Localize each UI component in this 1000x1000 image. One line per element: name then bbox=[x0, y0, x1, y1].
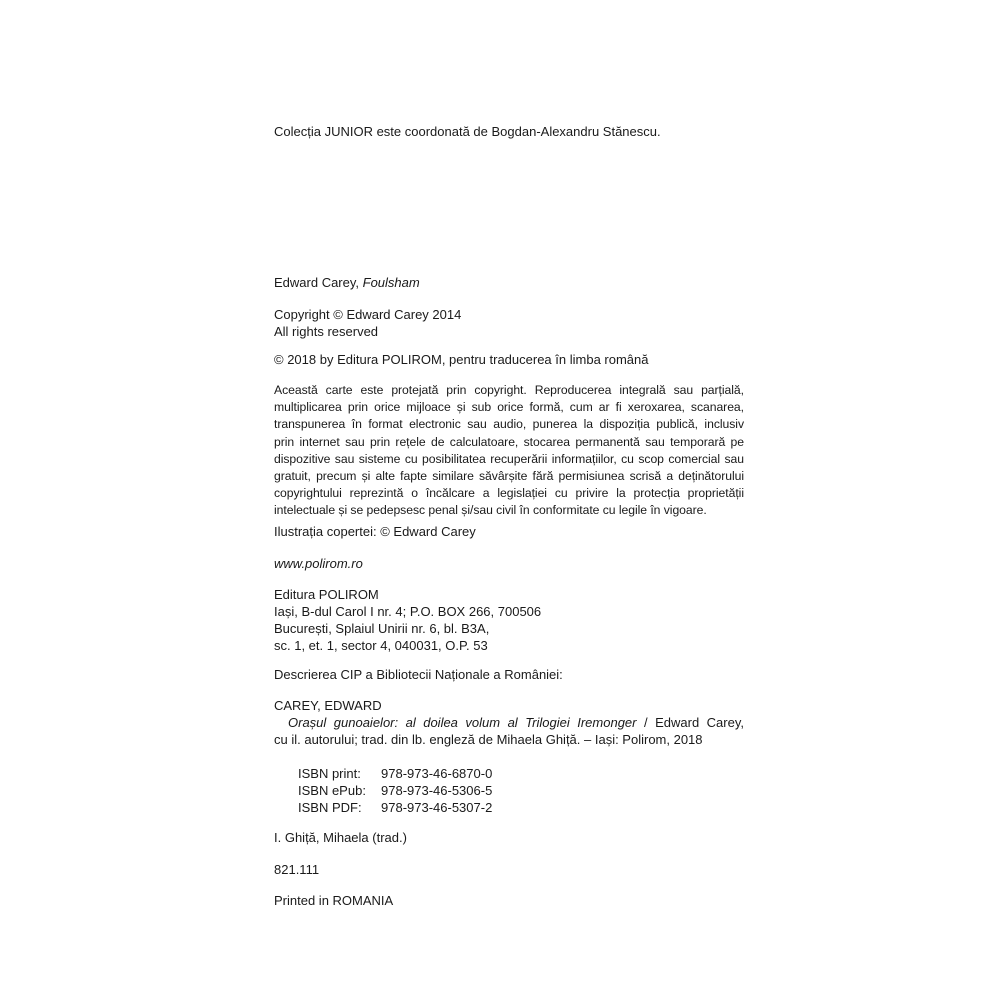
legal-notice-line: prin internet sau prin rețele de calculatoare, stocarea permanentă sau temporară pe bbox=[274, 434, 744, 449]
website bbox=[274, 555, 744, 572]
isbn-list bbox=[274, 765, 768, 816]
legal-notice-line: copyrightului reprezintă o încălcare a legislației cu privire la protecția proprietății bbox=[274, 486, 744, 501]
original-title-line bbox=[274, 274, 744, 291]
isbn-value: 978-973-46-5307-2 bbox=[381, 800, 493, 815]
printed-in-text: Printed in ROMANIA bbox=[274, 893, 394, 908]
isbn-label: ISBN PDF: bbox=[298, 800, 362, 815]
translation-rights bbox=[274, 351, 744, 368]
legal-notice-line: transpunerea în format electronic sau audio, punerea la dispoziția publică, inclusiv bbox=[274, 417, 744, 432]
isbn-row-epub bbox=[298, 782, 768, 799]
publisher-address-bucuresti: București, Splaiul Unirii nr. 6, bl. B3A, bbox=[274, 621, 490, 636]
cip-author: CAREY, EDWARD bbox=[274, 698, 382, 713]
copyright-line: Copyright © Edward Carey 2014 bbox=[274, 307, 462, 322]
collection-note-text: Colecția JUNIOR este coordonată de Bogdan-Alexandru Stănescu. bbox=[274, 124, 661, 139]
rights-line: All rights reserved bbox=[274, 324, 379, 339]
classification-text: 821.111 bbox=[274, 862, 320, 877]
isbn-label: ISBN ePub: bbox=[298, 783, 366, 798]
publisher-block bbox=[274, 586, 744, 654]
cip-classification bbox=[274, 861, 744, 878]
legal-notice-line: multiplicarea prin orice mijloace și sub orice formă, cum ar fi xeroxarea, scanarea, bbox=[274, 400, 744, 415]
isbn-value: 978-973-46-6870-0 bbox=[381, 766, 493, 781]
original-author: Edward Carey, bbox=[274, 275, 360, 290]
publisher-address-iasi: Iași, B-dul Carol I nr. 4; P.O. BOX 266, 700506 bbox=[274, 604, 542, 619]
collection-note bbox=[274, 123, 744, 140]
original-title: Foulsham bbox=[362, 275, 420, 290]
legal-notice-line: dispozitive sau sisteme cu posibilitatea recuperării informațiilor, cu scop comercial sau bbox=[274, 451, 744, 466]
isbn-value: 978-973-46-5306-5 bbox=[381, 783, 493, 798]
cip-description bbox=[274, 714, 744, 731]
publisher-name: Editura POLIROM bbox=[274, 587, 379, 602]
website-link: www.polirom.ro bbox=[274, 556, 363, 571]
copyright-block bbox=[274, 306, 744, 340]
legal-notice-line: gratuit, precum și alte fapte similare săvârșite fără permisiunea scrisă a deținătorului bbox=[274, 469, 744, 484]
cip-heading-text: Descrierea CIP a Bibliotecii Naționale a României: bbox=[274, 667, 563, 682]
legal-notice-line: Această carte este protejată prin copyright. Reproducerea integrală sau parțială, bbox=[274, 383, 744, 397]
cover-illustration-text: Ilustrația copertei: © Edward Carey bbox=[274, 524, 476, 539]
cip-translator bbox=[274, 829, 744, 846]
publisher-address-sector: sc. 1, et. 1, sector 4, 040031, O.P. 53 bbox=[274, 638, 488, 653]
copyright-page bbox=[274, 0, 744, 1000]
isbn-row-pdf bbox=[298, 799, 768, 816]
cip-title-rest: / Edward Carey, bbox=[636, 715, 744, 730]
cip-heading bbox=[274, 666, 744, 683]
isbn-row-print bbox=[298, 765, 768, 782]
cip-description-line2: cu il. autorului; trad. din lb. engleză de Mihaela Ghiță. – Iași: Polirom, 2018 bbox=[274, 732, 703, 747]
isbn-label: ISBN print: bbox=[298, 766, 361, 781]
legal-notice bbox=[274, 382, 744, 520]
translation-rights-text: © 2018 by Editura POLIROM, pentru traducerea în limba română bbox=[274, 352, 649, 367]
printed-in bbox=[274, 892, 744, 909]
translator-text: I. Ghiță, Mihaela (trad.) bbox=[274, 830, 407, 845]
cover-illustration bbox=[274, 523, 744, 540]
cip-record bbox=[274, 697, 744, 748]
legal-notice-line: intelectuale și se pedepsesc penal și/sau civil în conformitate cu legile în vigoare. bbox=[274, 503, 707, 518]
cip-title: Orașul gunoaielor: al doilea volum al Trilogiei Iremonger bbox=[288, 715, 637, 730]
